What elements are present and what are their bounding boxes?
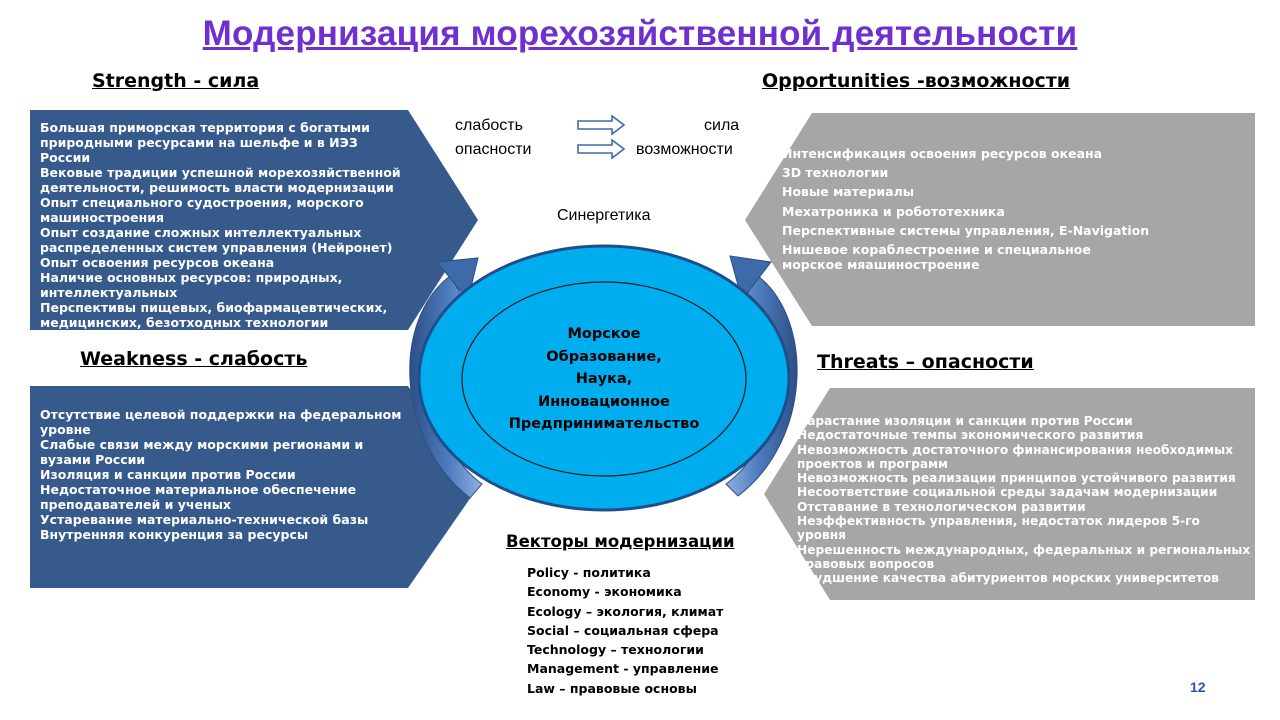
vectors-item: Ecology – экология, климат xyxy=(527,603,724,619)
transition-to-strength: сила xyxy=(704,117,740,134)
weakness-list xyxy=(40,407,415,542)
vectors-item: Policy - политика xyxy=(527,565,651,580)
strength-item: Перспективы пищевых, биофармацевтических, медицинских, безотходных технологии xyxy=(40,300,388,330)
center-line: Инновационное xyxy=(538,393,670,410)
page-title: Модернизация морехозяйственной деятельности xyxy=(202,14,1078,53)
center-line: Морское xyxy=(567,326,641,342)
threats-heading: Threats – опасности xyxy=(817,351,1034,373)
strength-item: Наличие основных ресурсов: природных, интеллектуальных xyxy=(40,270,343,300)
threats-item: Ухудшение качества абитуриентов морских университетов xyxy=(797,571,1219,586)
transition-from-weakness: слабость xyxy=(455,117,523,134)
threats-item: Неэффективность управления, недостаток лидеров 5-го уровня xyxy=(797,514,1200,543)
center-line: Наука, xyxy=(575,371,633,387)
vectors-item: Management - управление xyxy=(527,661,719,677)
center-line: Предпринимательство xyxy=(508,416,700,432)
opportunities-heading: Opportunities -возможности xyxy=(762,70,1071,92)
threats-item: Нерешенность международных, федеральных и региональных правовых вопросов xyxy=(797,542,1251,571)
weakness-item: Изоляция и санкции против России xyxy=(40,467,296,482)
vectors-heading: Векторы модернизации xyxy=(506,532,735,551)
weakness-heading: Weakness - слабость xyxy=(80,348,308,370)
strength-list xyxy=(40,120,410,330)
opportunities-list xyxy=(782,146,1237,276)
threats-list xyxy=(797,414,1252,586)
vectors-item: Technology – технологии xyxy=(527,642,704,658)
synergy-label: Синергетика xyxy=(557,207,651,224)
threats-item: Невозможность достаточного финансирования необходимых проектов и программ xyxy=(797,442,1233,471)
vectors-item: Law – правовые основы xyxy=(527,680,697,696)
strength-item: Вековые традиции успешной морехозяйственной деятельности, решимость власти модернизации xyxy=(40,165,401,195)
center-text xyxy=(494,323,714,436)
opportunities-item: Новые материалы xyxy=(782,184,915,200)
weakness-item: Слабые связи между морскими регионами и вузами России xyxy=(40,437,364,467)
transition-arrow-1 xyxy=(578,116,624,134)
strength-item: Опыт специального судостроения, морского машиностроения xyxy=(40,195,364,225)
opportunities-item: Интенсификация освоения ресурсов океана xyxy=(782,146,1103,161)
weakness-item: Устаревание материально-технической базы xyxy=(40,512,369,527)
transition-arrow-2 xyxy=(578,140,624,158)
threats-item: Нарастание изоляции и санкции против России xyxy=(797,414,1133,428)
strength-item: Большая приморская территория с богатыми природными ресурсами на шельфе и в ИЭЗ России xyxy=(40,120,370,165)
strength-item: Опыт создание сложных интеллектуальных распределенных систем управления (Нейронет) xyxy=(40,225,393,255)
opportunities-item: 3D технологии xyxy=(782,165,889,181)
opportunities-item: Перспективные системы управления, E-Navigation xyxy=(782,222,1150,238)
center-line: Образование, xyxy=(546,348,662,365)
weakness-item: Отсутствие целевой поддержки на федеральном уровне xyxy=(40,407,402,437)
strength-item: Опыт освоения ресурсов океана xyxy=(40,255,275,270)
page-number: 12 xyxy=(1190,679,1206,695)
threats-item: Несоответствие социальной среды задачам модернизации xyxy=(797,485,1218,500)
threats-item: Невозможность реализации принципов устойчивого развития xyxy=(797,471,1236,486)
vectors-item: Economy - экономика xyxy=(527,584,682,600)
transition-to-opportunities: возможности xyxy=(636,141,733,158)
vectors-item: Social – социальная сфера xyxy=(527,622,719,638)
weakness-item: Недостаточное материальное обеспечение преподавателей и ученых xyxy=(40,482,357,512)
opportunities-item: Нишевое кораблестроение и специальное морское мяашиностроение xyxy=(782,241,1091,272)
vectors-list xyxy=(527,563,723,698)
weakness-item: Внутренняя конкуренция за ресурсы xyxy=(40,527,309,542)
transition-from-threats: опасности xyxy=(455,141,532,158)
threats-item: Отставание в технологическом развитии xyxy=(797,499,1086,514)
opportunities-item: Мехатроника и робототехника xyxy=(782,203,1005,219)
threats-item: Недостаточные темпы экономического развития xyxy=(797,428,1144,443)
strength-heading: Strength - сила xyxy=(92,70,260,92)
